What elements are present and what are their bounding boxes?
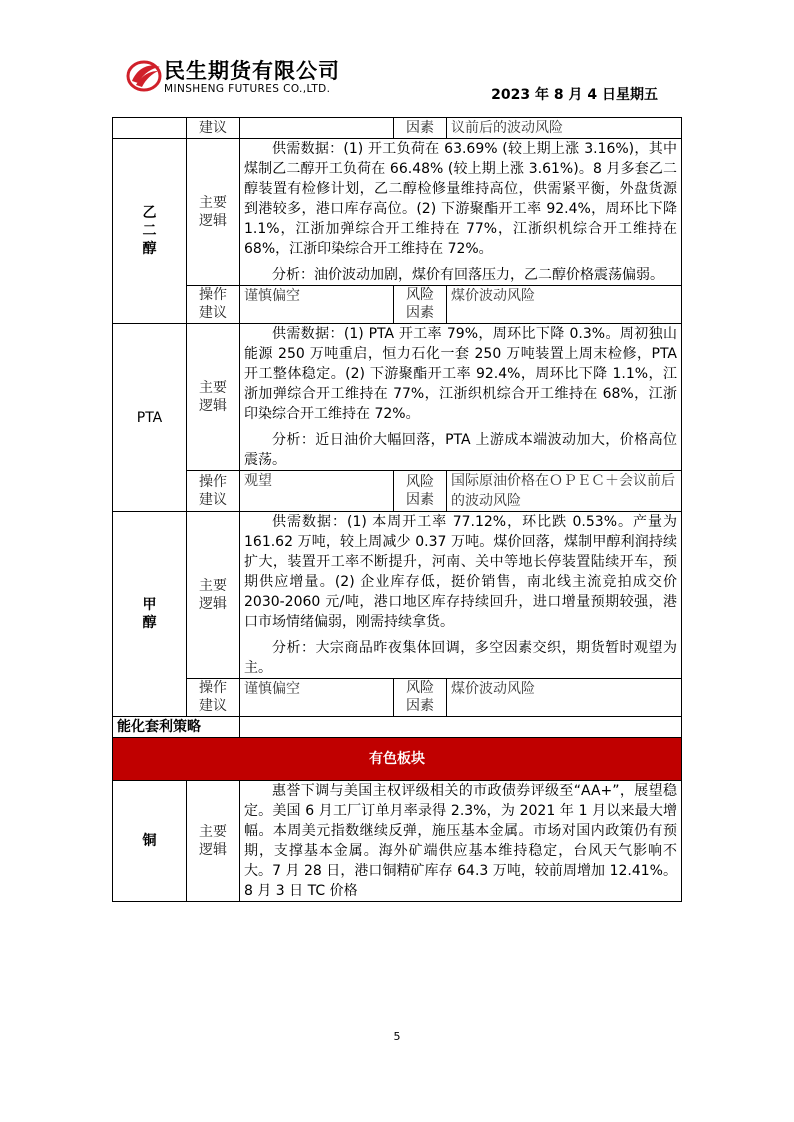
commodity-name-copper: 铜 [113,781,187,902]
meg-analysis-text: 分析：油价波动加剧，煤价有回落压力，乙二醇价格震荡偏弱。 [272,267,664,283]
main-logic-label: 主要逻辑 [187,139,240,286]
commodity-name-methanol: 甲醇 [113,512,187,717]
methanol-logic-row [113,512,682,679]
methanol-risk-value: 煤价波动风险 [447,679,682,717]
risk-factor-label: 风险因素 [394,679,447,717]
strategy-value [240,717,682,738]
strategy-label: 能化套利策略 [113,717,240,738]
strategy-row [113,717,682,738]
company-logo [126,55,366,101]
copper-logic-row [113,781,682,902]
commodity-table [112,117,682,902]
pta-logic-text [240,324,682,471]
meg-advice-value: 谨慎偏空 [240,286,394,324]
methanol-advice-row [113,679,682,717]
methanol-analysis-text: 分析：大宗商品昨夜集体回调，多空因素交织，期货暂时观望为主。 [244,640,677,676]
continuation-row [113,118,682,139]
pta-advice-row [113,471,682,512]
company-name-en: MINSHENG FUTURES CO.,LTD. [164,83,331,95]
copper-logic-text [240,781,682,902]
pta-risk-value: 国际原油价格在ＯＰＥＣ＋会议前后的波动风险 [447,471,682,512]
empty-cell [113,118,187,139]
op-advice-label: 操作建议 [187,471,240,512]
main-logic-label: 主要逻辑 [187,512,240,679]
meg-logic-row [113,139,682,286]
company-name-cn: 民生期货有限公司 [164,59,340,83]
pta-analysis-text: 分析：近日油价大幅回落，PTA 上游成本端波动加大，价格高位震荡。 [244,432,677,468]
sector-header-row [113,738,682,781]
meg-supply-text: 供需数据：(1) 开工负荷在 63.69% (较上期上涨 3.16%)，其中煤制乙二醇开工负荷在 66.48% (较上期上涨 3.61%)。8 月多套乙二醇装置有检修计划，乙二醇检修量维持高位，供需紧平衡，外盘货源到港较多，港口库存高位。(2) 下游聚酯开工率 92.4%，周环比下降 1.1%，江浙加弹综合开工维持在 77%，江浙织机综合开工维持在 68%，江浙印染综合开工维持在 72%。 [244,141,677,257]
methanol-logic-text [240,512,682,679]
minsheng-logo-icon [126,57,162,93]
risk-factor-label: 因素 [394,118,447,139]
commodity-name-meg: 乙二醇 [113,139,187,324]
op-advice-label: 建议 [187,118,240,139]
copper-logic-paragraph: 惠誉下调与美国主权评级相关的市政债券评级至“AA+”，展望稳定。美国 6 月工厂订单月率录得 2.3%，为 2021 年 1 月以来最大增幅。本周美元指数继续反弹，施压基本金属。市场对国内政策仍有预期，支撑基本金属。海外矿端供应基本维持稳定，台风天气影响不大。7 月 28 日，港口铜精矿库存 64.3 万吨，较前周增加 12.41%。8 月 3 日 TC 价格 [244,783,677,899]
risk-factor-value: 议前后的波动风险 [447,118,682,139]
meg-advice-row [113,286,682,324]
page-number: 5 [393,1030,401,1043]
op-advice-value [240,118,394,139]
commodity-name-pta: PTA [113,324,187,512]
risk-factor-label: 风险因素 [394,471,447,512]
meg-risk-value: 煤价波动风险 [447,286,682,324]
sector-title: 有色板块 [113,738,682,781]
pta-logic-row [113,324,682,471]
main-logic-label: 主要逻辑 [187,324,240,471]
pta-supply-text: 供需数据：(1) PTA 开工率 79%，周环比下降 0.3%。周初独山能源 250 万吨重启，恒力石化一套 250 万吨装置上周末检修，PTA 开工整体稳定。(2) 下游聚酯开工率 92.4%，周环比下降 1.1%，江浙加弹综合开工维持在 77%，江浙织机综合开工维持在 68%，江浙印染综合开工维持在 72%。 [244,326,677,422]
main-logic-label: 主要逻辑 [187,781,240,902]
methanol-advice-value: 谨慎偏空 [240,679,394,717]
meg-logic-text [240,139,682,286]
report-date: 2023 年 8 月 4 日星期五 [491,87,658,103]
op-advice-label: 操作建议 [187,286,240,324]
risk-factor-label: 风险因素 [394,286,447,324]
methanol-supply-text: 供需数据：(1) 本周开工率 77.12%，环比跌 0.53%。产量为 161.62 万吨，较上周减少 0.37 万吨。煤价回落，煤制甲醇利润持续扩大，装置开工率不断提升，河南、关中等地长停装置陆续开车，预期供应增量。(2) 企业库存低，挺价销售，南北线主流竞拍成交价 2030-2060 元/吨，港口地区库存持续回升，进口增量预期较强，港口市场情绪偏弱，刚需持续拿货。 [244,514,677,630]
pta-advice-value: 观望 [240,471,394,512]
op-advice-label: 操作建议 [187,679,240,717]
